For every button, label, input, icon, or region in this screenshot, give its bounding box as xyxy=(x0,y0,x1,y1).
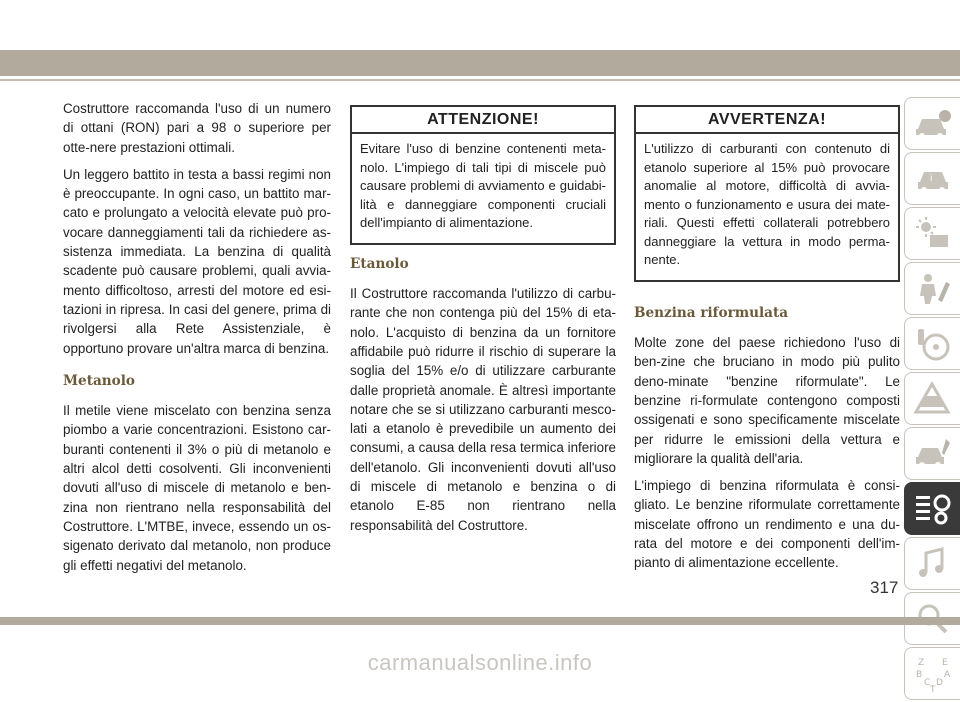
warning-box-text: L'utilizzo di carburanti con contenuto di etanolo superiore al 15% può provocare anomalie al motore, difficoltà di avvia-mento o funzionamento e usura dei mate-riali. Questi effetti collaterali potrebbero danneggiare la vettura in modo perma-nente. xyxy=(644,141,890,268)
svg-text:B: B xyxy=(915,669,922,680)
paragraph: Costruttore raccomanda l'uso di un numero di ottani (RON) pari a 98 o superiore per otte-nere prestazioni ottimali. xyxy=(63,101,331,155)
header-band xyxy=(0,50,960,76)
tab-service[interactable] xyxy=(904,427,960,480)
section-heading-metanolo: Metanolo xyxy=(63,372,135,389)
svg-text:Z: Z xyxy=(917,657,924,668)
tab-warning-lights[interactable] xyxy=(904,207,960,260)
attention-box-title: ATTENZIONE! xyxy=(352,107,614,134)
car-info-icon xyxy=(912,105,954,143)
gears-list-icon xyxy=(912,490,954,528)
column-2 xyxy=(350,105,616,543)
attention-box-text: Evitare l'uso di benzine contenenti meta-nolo. L'impiego di tali tipi di miscele può causare problemi di avviamento e guidabi-lità e danneggiare componenti cruciali dell'impianto di alimentazione. xyxy=(360,141,606,231)
svg-text:C: C xyxy=(923,677,930,688)
footer-band xyxy=(0,617,960,625)
svg-text:D: D xyxy=(935,677,943,688)
airbag-safety-icon xyxy=(912,270,954,308)
tab-multimedia[interactable] xyxy=(904,537,960,590)
paragraph: L'impiego di benzina riformulata è consi-gliato. Le benzine riformulate correttamente miscelate offrono un rendimento e una du-rata del motore e dei componenti dell'im-pianto di alimentazione eccellente. xyxy=(634,478,900,571)
section-heading-etanolo: Etanolo xyxy=(350,255,409,272)
steering-wheel-icon xyxy=(912,325,954,363)
car-info-icon xyxy=(912,160,954,198)
warning-light-icon xyxy=(912,215,954,253)
svg-text:E: E xyxy=(941,657,948,668)
paragraph: Molte zone del paese richiedono l'uso di ben-zine che bruciano in modo più pulito deno-minate "benzine riformulate". Le benzine ri-formulate contengono composti ossigenati e sono specificamente miscelate per ridurre le emissioni della vettura e migliorare la qualità dell'aria. xyxy=(634,335,900,466)
tab-car-info-2[interactable] xyxy=(904,152,960,205)
tab-emergency[interactable] xyxy=(904,372,960,425)
paragraph: Il metile viene miscelato con benzina senza piombo a varie concentrazioni. Esistono car-buranti contenenti il 3% o più di metanolo e altri alcol detti cosolventi. Gli inconvenienti dovuti all'uso di miscele di metanolo e ben-zina non rientrano nella responsabilità del Costruttore. L'MTBE, invece, essendo un os-sigenato derivato dal metanolo, non produce gli effetti negativi del metanolo. xyxy=(63,403,331,573)
tab-controls[interactable] xyxy=(904,317,960,370)
tab-safety[interactable] xyxy=(904,262,960,315)
paragraph: Un leggero battito in testa a bassi regimi non è preoccupante. In ogni caso, un battito mar-cato e prolungato a velocità elevate può pro-vocare danneggiamenti tali da richiedere as-sistenza immediata. La benzina di qualità scadente può causare problemi, quali avvia-mento difficoltoso, arresti del motore ed esi-tazioni in ripresa. In casi del genere, prima di rivolgersi alla Rete Assistenziale, è opportuno provare un'altra marca di benzina. xyxy=(63,166,331,356)
column-1 xyxy=(63,99,331,583)
svg-text:i: i xyxy=(929,173,933,184)
attention-box xyxy=(350,105,616,245)
warning-box xyxy=(634,105,900,282)
svg-text:A: A xyxy=(943,669,950,680)
tab-car-info[interactable] xyxy=(904,97,960,150)
svg-text:T: T xyxy=(929,684,935,693)
column-3 xyxy=(634,105,900,581)
header-rule xyxy=(0,79,960,81)
section-heading-benzina-riformulata: Benzina riformulata xyxy=(634,304,789,321)
tab-technical-specs[interactable] xyxy=(904,482,960,535)
watermark: carmanualsonline.info xyxy=(367,650,593,675)
paragraph: Il Costruttore raccomanda l'utilizzo di carbu-rante che non contenga più del 15% di eta-nolo. L'acquisto di benzina da un fornitore affidabile può ridurre il rischio di superare la soglia del 15% e/o di utilizzare carburante dalle proprietà anomale. È altresì importante notare che se si utilizzano carburanti mesco-lati a etanolo è prevedibile un aumento dei consumi, a causa della resa termica inferiore dell'etanolo. Gli inconvenienti dovuti all'uso di miscele di metanolo e benzina o di etanolo E-85 non rientrano nella responsabilità del Costruttore. xyxy=(350,286,616,533)
chapter-tabs xyxy=(904,97,960,702)
warning-box-title: AVVERTENZA! xyxy=(636,107,898,134)
page-number: 317 xyxy=(870,578,899,597)
music-nav-icon xyxy=(912,545,954,583)
warning-triangle-icon xyxy=(912,380,954,418)
car-service-icon xyxy=(912,435,954,473)
